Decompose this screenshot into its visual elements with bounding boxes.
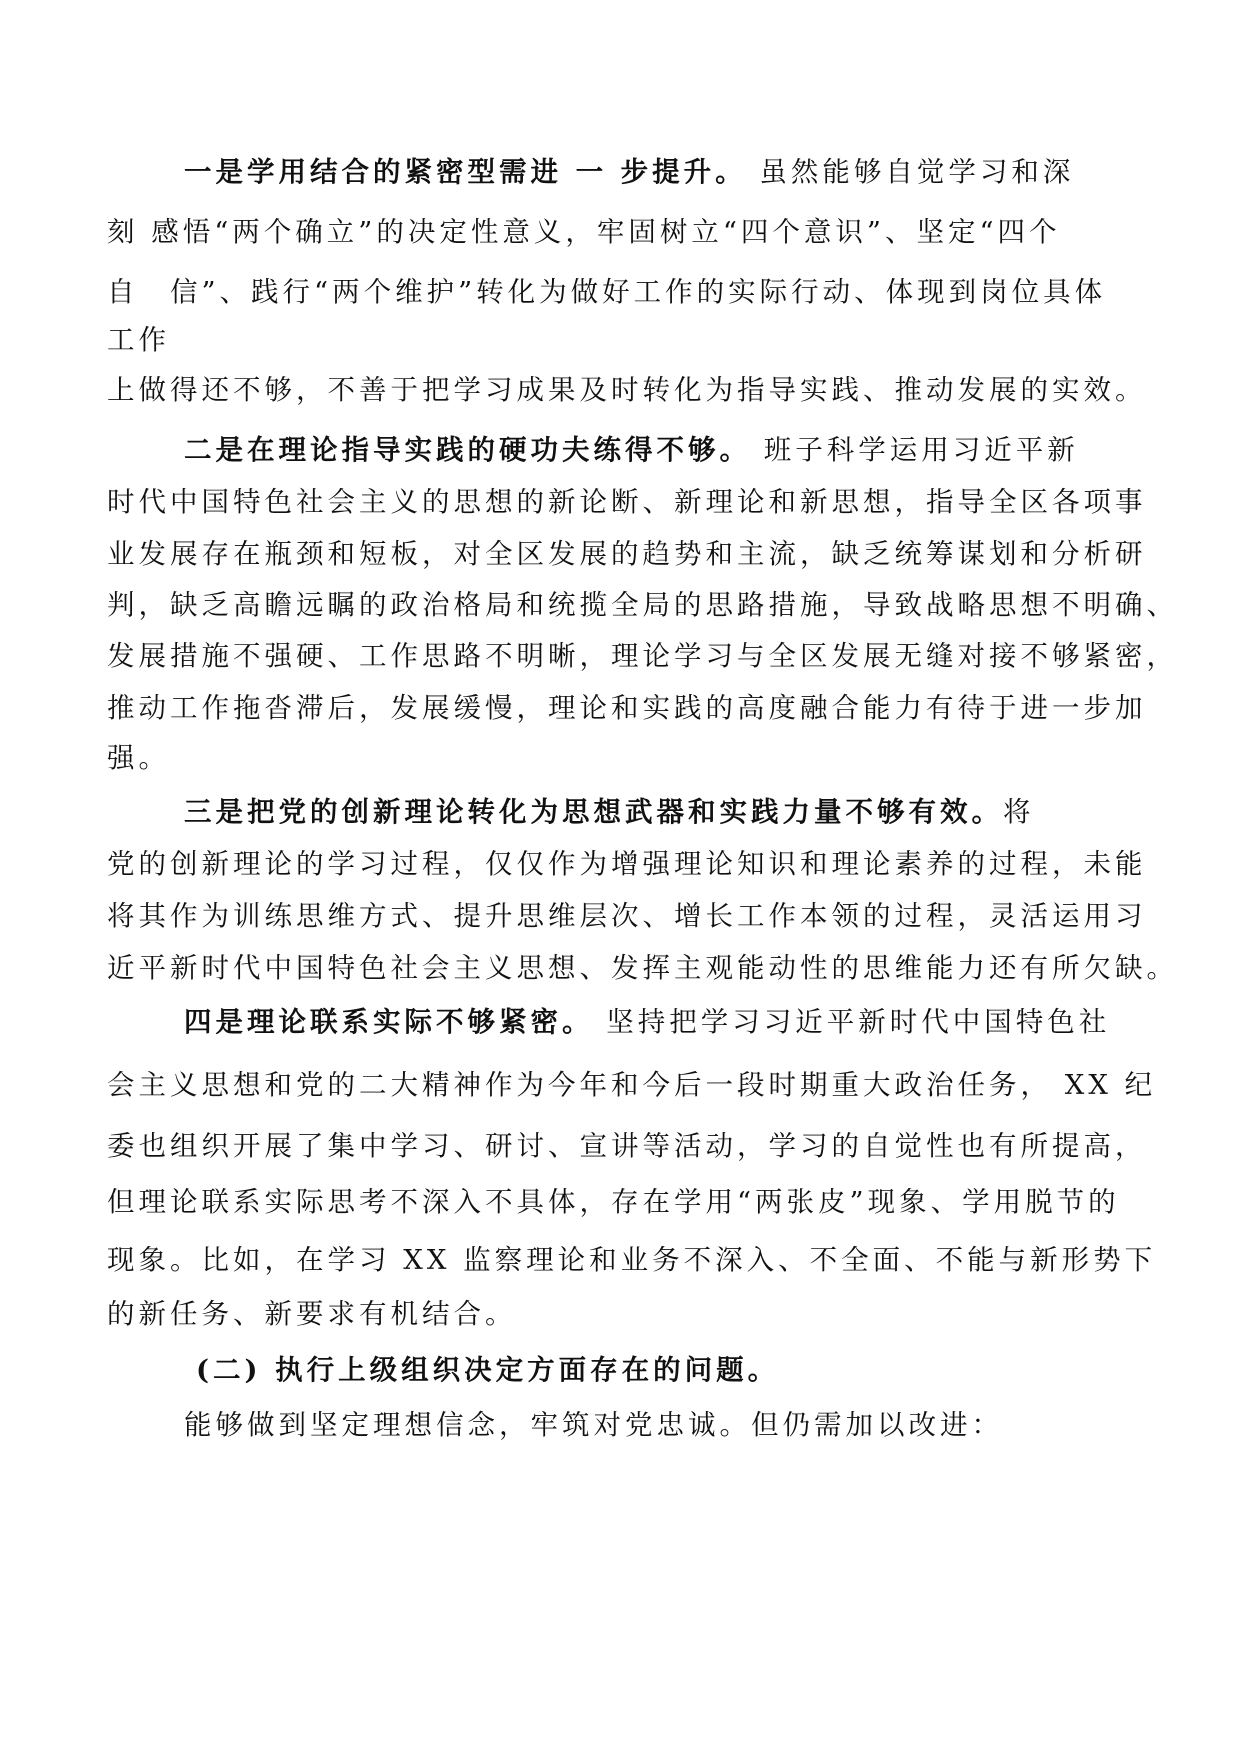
paragraph-1-line-2: 刻 感悟“两个确立”的决定性意义，牢固树立“四个意识”、坚定“四个 [107,216,1061,248]
paragraph-2-line-4: 判，缺乏高瞻远瞩的政治格局和统揽全局的思路措施，导致战略思想不明确、 [107,589,1178,621]
paragraph-3-line-2: 党的创新理论的学习过程，仅仅作为增强理论知识和理论素养的过程，未能 [107,848,1147,880]
paragraph-3-line-3: 将其作为训练思维方式、提升思维层次、增长工作本领的过程，灵活运用习 [107,900,1147,932]
paragraph-4-lead: 四是理论联系实际不够紧密。 [184,1006,594,1038]
paragraph-4-line-1: 四是理论联系实际不够紧密。 坚持把学习习近平新时代中国特色社 [184,1006,1111,1038]
paragraph-3-lead: 三是把党的创新理论转化为思想武器和实践力量不够有效。 [184,796,1003,828]
closing-line: 能够做到坚定理想信念，牢筑对党忠诚。但仍需加以改进： [184,1409,1003,1441]
paragraph-3-line-4: 近平新时代中国特色社会主义思想、发挥主观能动性的思维能力还有所欠缺。 [107,952,1178,984]
paragraph-2-line-6: 推动工作拖沓滞后，发展缓慢，理论和实践的高度融合能力有待于进一步加 [107,692,1147,724]
paragraph-2-lead: 二是在理论指导实践的硬功夫练得不够。 [184,434,751,466]
paragraph-2-line-2: 时代中国特色社会主义的思想的新论断、新理论和新思想，指导全区各项事 [107,486,1147,518]
paragraph-2-line-1: 二是在理论指导实践的硬功夫练得不够。 班子科学运用习近平新 [184,434,1079,466]
paragraph-1-line-1: 一是学用结合的紧密型需进 一 步提升。 虽然能够自觉学习和深 [184,156,1075,188]
section-heading: (二) 执行上级组织决定方面存在的问题。 [196,1354,780,1386]
paragraph-4-line-6: 的新任务、新要求有机结合。 [107,1298,517,1330]
paragraph-2-line-3: 业发展存在瓶颈和短板，对全区发展的趋势和主流，缺乏统筹谋划和分析研 [107,538,1147,570]
paragraph-4-line-5: 现象。比如，在学习 XX 监察理论和业务不深入、不全面、不能与新形势下 [107,1244,1157,1276]
paragraph-1-line-3: 自 信”、践行“两个维护”转化为做好工作的实际行动、体现到岗位具体 [107,276,1107,308]
paragraph-1-line-4: 工作 [107,324,170,356]
paragraph-2-line-5: 发展措施不强硬、工作思路不明晰，理论学习与全区发展无缝对接不够紧密， [107,640,1178,672]
paragraph-1-line-5: 上做得还不够，不善于把学习成果及时转化为指导实践、推动发展的实效。 [107,374,1147,406]
paragraph-1-lead: 一是学用结合的紧密型需进 一 步提升。 [184,156,747,188]
paragraph-4-line-3: 委也组织开展了集中学习、研讨、宣讲等活动，学习的自觉性也有所提高， [107,1130,1147,1162]
paragraph-3-line-1: 三是把党的创新理论转化为思想武器和实践力量不够有效。将 [184,796,1035,828]
paragraph-4-line-2: 会主义思想和党的二大精神作为今年和今后一段时期重大政治任务， XX 纪 [107,1069,1157,1101]
paragraph-2-line-7: 强。 [107,742,170,774]
paragraph-4-line-4: 但理论联系实际思考不深入不具体，存在学用“两张皮”现象、学用脱节的 [107,1186,1120,1218]
